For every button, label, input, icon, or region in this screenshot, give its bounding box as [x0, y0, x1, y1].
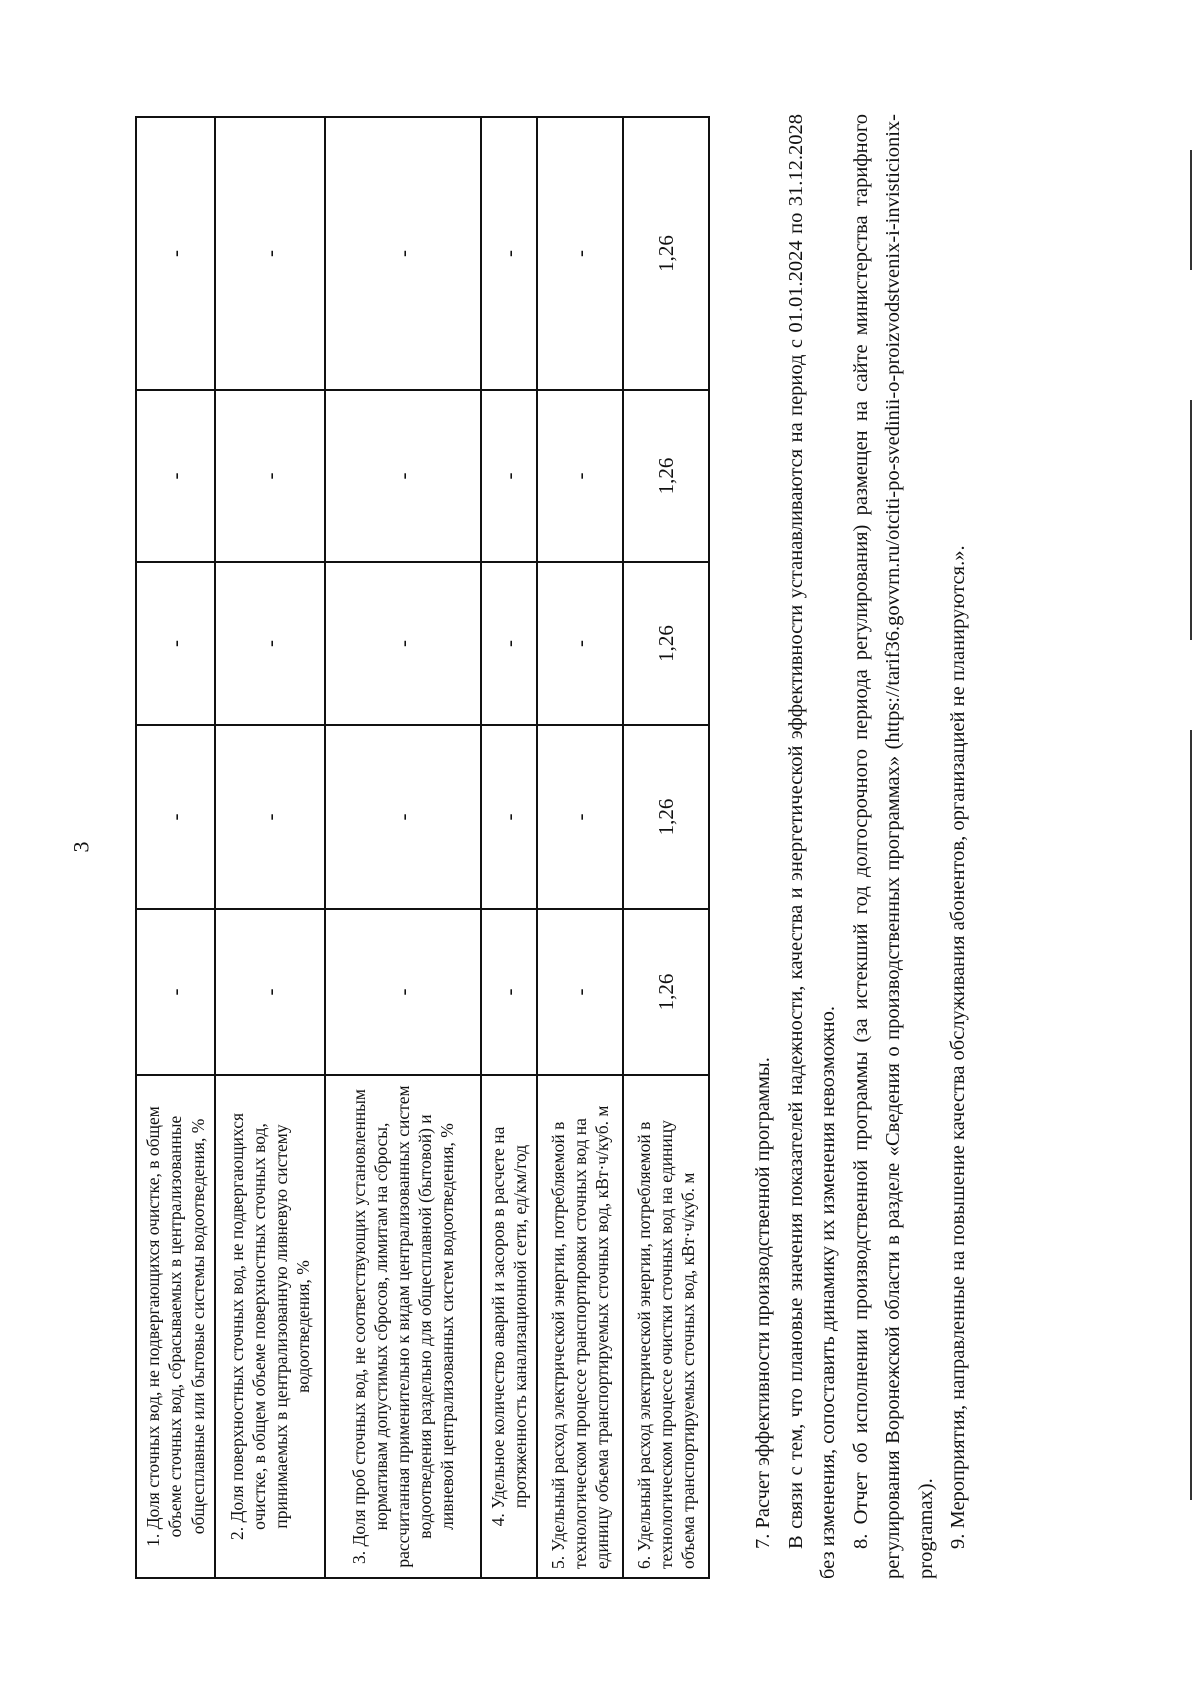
value-cell: -	[537, 117, 623, 390]
value-cell: -	[325, 725, 481, 909]
value-cell: -	[481, 562, 537, 725]
value-cell: -	[537, 725, 623, 909]
indicator-cell: 4. Удельное количество аварий и засоров в расчете на протяженность канализационной сети, ед/км/год	[481, 1075, 537, 1578]
value-cell: 1,26	[623, 909, 709, 1075]
value-cell: -	[136, 562, 215, 725]
value-cell: 1,26	[623, 117, 709, 390]
indicator-cell: 6. Удельный расход электрической энергии, потребляемой в технологическом процессе очистки сточных вод на единицу объема транспортируемых сточных вод, кВт·ч/куб. м	[623, 1075, 709, 1578]
value-cell: -	[215, 390, 325, 562]
value-cell: -	[537, 909, 623, 1075]
table-row	[623, 117, 709, 1578]
value-cell: 1,26	[623, 390, 709, 562]
table-row	[325, 117, 481, 1578]
section-8-paragraph: 8. Отчет об исполнении производственной программы (за истекший год долгосрочного периода регулирования) размещен на сайте министерства тарифного регулирования Воронежской области в разделе «Сведения о производственных программах» (https://tarif36.govvrn.ru/otciti-po-svedinii-o-proizvodstvenix-i-invisticionix-programax).	[849, 114, 937, 1579]
rotated-page-content	[135, 114, 1035, 1579]
indicator-cell: 3. Доля проб сточных вод, не соответствующих установленным нормативам допустимых сбросов, лимитам на сбросы, рассчитанная применительно к видам централизованных систем водоотведения раздельно для общесплавной (бытовой) и ливневой централизованных систем водоотведения, %	[325, 1075, 481, 1578]
value-cell: -	[325, 117, 481, 390]
scan-edge-line	[1190, 150, 1192, 270]
scan-edge-line	[1190, 730, 1192, 1500]
indicator-cell: 1. Доля сточных вод, не подвергающихся очистке, в общем объеме сточных вод, сбрасываемых в централизованные общесплавные или бытовые системы водоотведения, %	[136, 1075, 215, 1578]
table-row	[481, 117, 537, 1578]
table-row	[136, 117, 215, 1578]
value-cell: -	[215, 117, 325, 390]
value-cell: -	[325, 562, 481, 725]
value-cell: -	[325, 390, 481, 562]
value-cell: -	[481, 725, 537, 909]
value-cell: -	[136, 117, 215, 390]
value-cell: -	[215, 562, 325, 725]
section-9-paragraph: 9. Мероприятия, направленные на повышение качества обслуживания абонентов, организацией не планируются.».	[947, 545, 969, 1549]
value-cell: 1,26	[623, 562, 709, 725]
value-cell: -	[215, 909, 325, 1075]
indicators-table	[135, 116, 710, 1579]
value-cell: -	[136, 909, 215, 1075]
table-row	[215, 117, 325, 1578]
value-cell: -	[136, 390, 215, 562]
value-cell: -	[537, 390, 623, 562]
page-number: 3	[68, 841, 94, 853]
value-cell: -	[136, 725, 215, 909]
value-cell: -	[325, 909, 481, 1075]
value-cell: -	[537, 562, 623, 725]
table-row	[537, 117, 623, 1578]
section-7-body: В связи с тем, что плановые значения показателей надежности, качества и энергетической эффективности устанавливаются на период с 01.01.2024 по 31.12.2028 без изменения, сопоставить динамику их изменения невозможно.	[784, 114, 839, 1579]
indicator-cell: 5. Удельный расход электрической энергии, потребляемой в технологическом процессе транспортировки сточных вод на единицу объема транспортируемых сточных вод, кВт·ч/куб. м	[537, 1075, 623, 1578]
value-cell: -	[481, 909, 537, 1075]
scan-edge-line	[1190, 400, 1192, 640]
value-cell: -	[481, 390, 537, 562]
value-cell: -	[215, 725, 325, 909]
value-cell: -	[481, 117, 537, 390]
indicator-cell: 2. Доля поверхностных сточных вод, не подвергающихся очистке, в общем объеме поверхностных сточных вод, принимаемых в централизованную ливневую систему водоотведения, %	[215, 1075, 325, 1578]
section-7-heading: 7. Расчет эффективности производственной программы.	[752, 1057, 774, 1549]
body-text	[747, 114, 975, 1579]
value-cell: 1,26	[623, 725, 709, 909]
